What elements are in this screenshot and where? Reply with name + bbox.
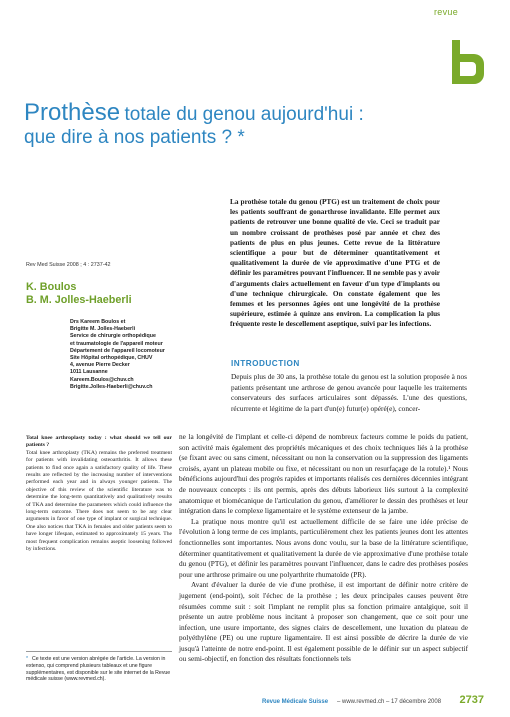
title-line2: que dire à nos patients ? * bbox=[24, 126, 245, 148]
body-paragraph: ne la longévité de l'implant et celle-ci dépend de nombreux facteurs comme le poids du patient, son activité mais également des propriétés mécaniques et des choix techniques liés à la prothèse (se fixant avec ou sans ciment, nécessitant ou non la conservation ou la suppression des ligaments croisés, ayant un plateau mobile ou fixe, et nécessitant ou non un resurfaçage de la rotule).¹ Nous bénéficions aujourd'hui des progrès rapides et importants réalisés ces dernières décennies intégrant de nouveaux concepts : ils ont permis, après des débuts laborieux liés surtout à la complexité anatomique et biomécanique de l'articulation du genou, d'améliorer le dessin des prothèses et leur intégration dans le complexe ligamentaire et le système extenseur de la jambe. bbox=[179, 432, 468, 516]
footnote-divider bbox=[26, 651, 172, 652]
author-affiliation bbox=[70, 319, 225, 391]
affiliation-line: Site Hôpital orthopédique, CHUV bbox=[70, 355, 153, 362]
affiliation-line: Drs Kareem Boulos et bbox=[70, 319, 126, 325]
section-heading-introduction: INTRODUCTION bbox=[231, 359, 300, 368]
english-summary bbox=[26, 435, 172, 554]
abstract-text: La prothèse totale du genou (PTG) est un traitement de choix pour les patients souffrant de gonarthrose invalidante. Elle permet aux patients de retrouver une bonne qualité de vie. Ceci se traduit par un nombre croissant de prothèses posé par année et chez des patients de plus en plus jeunes. Cette revue de la littérature scientifique a pour but de déterminer quantitativement et qualitativement la durée de vie approximative d'une PTG et de définir les paramètres pouvant l'influencer. Il ne semble pas y avoir d'arguments clairs actuellement en faveur d'un type d'implants ou d'une technique chirurgicale. On constate également que les femmes et les personnes âgées ont une longévité de la prothèse supérieure, estimée à quinze ans environ. La complication la plus fréquente reste le descellement aseptique, suivi par les infections. bbox=[230, 197, 440, 329]
title-line1-rest: totale du genou aujourd'hui : bbox=[124, 104, 364, 125]
revue-logo-icon bbox=[446, 40, 484, 88]
affiliation-line: et traumatologie de l'appareil moteur bbox=[70, 340, 163, 347]
author-name: K. Boulos bbox=[26, 281, 77, 293]
intro-paragraph-start: Depuis plus de 30 ans, la prothèse totale du genou est la solution proposée à nos patients présentant une arthrose de genou avancée pour laquelle les traitements conservateurs des surfaces articulaires sont dépassés. L'une des questions, récurrente et légitime de la part d'un(e) futur(e) opéré(e), concer- bbox=[231, 372, 467, 413]
affiliation-line: Service de chirurgie orthopédique bbox=[70, 333, 156, 340]
body-paragraph: Avant d'évaluer la durée de vie d'une prothèse, il est important de définir notre critère de jugement (end-point), soit l'échec de la prothèse ; les deux principales causes peuvent être résumées comme suit : soit l'implant ne remplit plus sa fonction primaire antalgique, soit il présente un autre problème nous incitant à proposer son changement, que ce soit pour une infection, une usure importante, des signes clairs de descellement, une luxation du plateau de polyéthylène (PE) ou une rupture ligamentaire. Il est ainsi possible de décrire la durée de vie jusqu'à l'atteinte de notre end-point. Il est également possible de le définir sur un aspect subjectif ou semi-objectif, en fonction des résultats fonctionnels tels bbox=[179, 580, 468, 664]
footer-issue-info: – www.revmed.ch – 17 décembre 2008 bbox=[337, 699, 442, 705]
author-list bbox=[26, 281, 132, 307]
footer-journal-name: Revue Médicale Suisse bbox=[262, 699, 329, 705]
footnote-text: Ce texte est une version abrégée de l'article. La version in extenso, qui comprend plusieurs tableaux et une figure supplémentaires, est disponible sur le site internet de la Revue médicale suisse (www.revmed.ch). bbox=[26, 656, 171, 683]
section-rubric: revue bbox=[433, 7, 458, 17]
author-email[interactable]: Brigitte.Jolles-Haeberli@chuv.ch bbox=[70, 383, 153, 390]
body-paragraph: La pratique nous montre qu'il est actuellement difficile de se faire une idée précise de l'évolution à long terme de ces implants, particulièrement chez les patients jeunes dont les attentes fonctionnelles sont importantes. Nous avons donc voulu, sur la base de la littérature scientifique, déterminer quantitativement et qualitativement la durée de vie approximative d'une prothèse totale du genou (PTG), et définir les paramètres pouvant l'influencer, dans le cadre des prothèses posées pour une arthrose primaire ou une polyarthrite rhumatoïde (PR). bbox=[179, 516, 468, 579]
journal-reference: Rev Med Suisse 2008 ; 4 : 2737-42 bbox=[26, 262, 111, 268]
intro-body bbox=[179, 432, 468, 665]
affiliation-line: Brigitte M. Jolles-Haeberli bbox=[70, 326, 136, 333]
author-name: B. M. Jolles-Haeberli bbox=[26, 294, 132, 306]
summary-heading: Total knee arthroplasty today : what should we tell our patients ? bbox=[26, 435, 172, 449]
title-first-word: Prothèse bbox=[24, 99, 121, 126]
affiliation-line: 1011 Lausanne bbox=[70, 369, 108, 376]
affiliation-line: 4, avenue Pierre Decker bbox=[70, 362, 130, 369]
page-number: 2737 bbox=[459, 694, 484, 706]
footnote bbox=[26, 656, 178, 683]
article-title bbox=[24, 100, 464, 148]
author-email[interactable]: Kareem.Boulos@chuv.ch bbox=[70, 376, 134, 383]
footnote-marker: * bbox=[26, 656, 29, 662]
affiliation-line: Département de l'appareil locomoteur bbox=[70, 347, 165, 354]
summary-body: Total knee arthroplasty (TKA) remains the preferred treatment for patients with invalidating osteoarthritis. It allows these patients to find once again a satisfactory quality of life. These results are reflected by the increasing number of interventions performed each year and in always younger patients. The objective of this review of the scientific literature was to determine the long-term quantitatively and qualitatively results of TKA and determine the parameters which could influence the long-term outcome. There does not seem to be any clear arguments in favor of one type of implant or surgical technique. One also notices that TKA in females and older patients seem to have longer lifespan, estimated to approximately 15 years. The most frequent complication remains aseptic loosening followed by infections. bbox=[26, 449, 172, 553]
